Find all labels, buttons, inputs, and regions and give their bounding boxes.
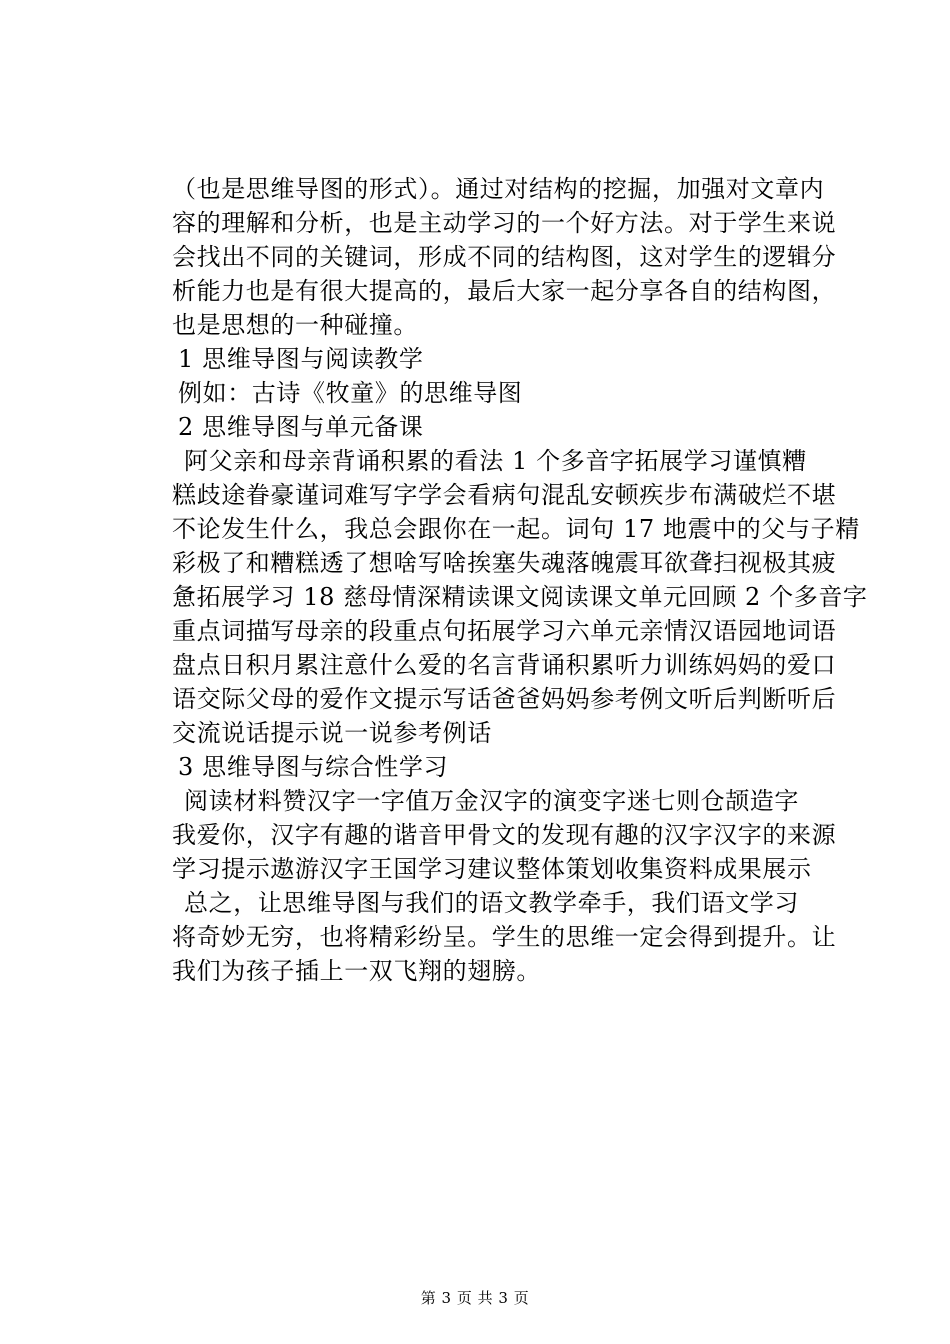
paragraph-line: 重点词描写母亲的段重点句拓展学习六单元亲情汉语园地词语 <box>172 617 837 645</box>
section-heading-3: 3 思维导图与综合性学习 <box>178 753 449 781</box>
page-number-footer: 第 3 页 共 3 页 <box>420 1289 530 1307</box>
paragraph-line: 总之，让思维导图与我们的语文教学牵手，我们语文学习 <box>184 889 799 917</box>
paragraph-line: 析能力也是有很大提高的，最后大家一起分享各自的结构图， <box>172 277 837 305</box>
paragraph-line: 我们为孩子插上一双飞翔的翅膀。 <box>172 957 541 985</box>
paragraph-line: 将奇妙无穷，也将精彩纷呈。学生的思维一定会得到提升。让 <box>172 923 837 951</box>
paragraph-line: 彩极了和糟糕透了想啥写啥挨塞失魂落魄震耳欲聋扫视极其疲 <box>172 549 837 577</box>
section-heading-1: 1 思维导图与阅读教学 <box>178 345 424 373</box>
paragraph-line: 惫拓展学习 18 慈母情深精读课文阅读课文单元回顾 2 个多音字 <box>172 583 868 611</box>
paragraph-line: 语交际父母的爱作文提示写话爸爸妈妈参考例文听后判断听后 <box>172 685 837 713</box>
paragraph-line: 阿父亲和母亲背诵积累的看法 1 个多音字拓展学习谨慎糟 <box>184 447 807 475</box>
paragraph-line: 盘点日积月累注意什么爱的名言背诵积累听力训练妈妈的爱口 <box>172 651 837 679</box>
paragraph-line: 也是思想的一种碰撞。 <box>172 311 418 339</box>
example-line: 例如：古诗《牧童》的思维导图 <box>178 379 523 407</box>
document-body <box>172 172 868 988</box>
paragraph-line: 不论发生什么，我总会跟你在一起。词句 17 地震中的父与子精 <box>172 515 860 543</box>
paragraph-line: 学习提示遨游汉字王国学习建议整体策划收集资料成果展示 <box>172 855 812 883</box>
paragraph-line: （也是思维导图的形式）。通过对结构的挖掘，加强对文章内 <box>172 175 825 203</box>
paragraph-line: 容的理解和分析，也是主动学习的一个好方法。对于学生来说 <box>172 209 837 237</box>
paragraph-line: 阅读材料赞汉字一字值万金汉字的演变字迷七则仓颉造字 <box>184 787 799 815</box>
paragraph-line: 交流说话提示说一说参考例话 <box>172 719 492 747</box>
paragraph-line: 会找出不同的关键词，形成不同的结构图，这对学生的逻辑分 <box>172 243 837 271</box>
section-heading-2: 2 思维导图与单元备课 <box>178 413 424 441</box>
paragraph-line: 我爱你，汉字有趣的谐音甲骨文的发现有趣的汉字汉字的来源 <box>172 821 837 849</box>
paragraph-line: 糕歧途眷豪谨词难写字学会看病句混乱安顿疾步布满破烂不堪 <box>172 481 837 509</box>
